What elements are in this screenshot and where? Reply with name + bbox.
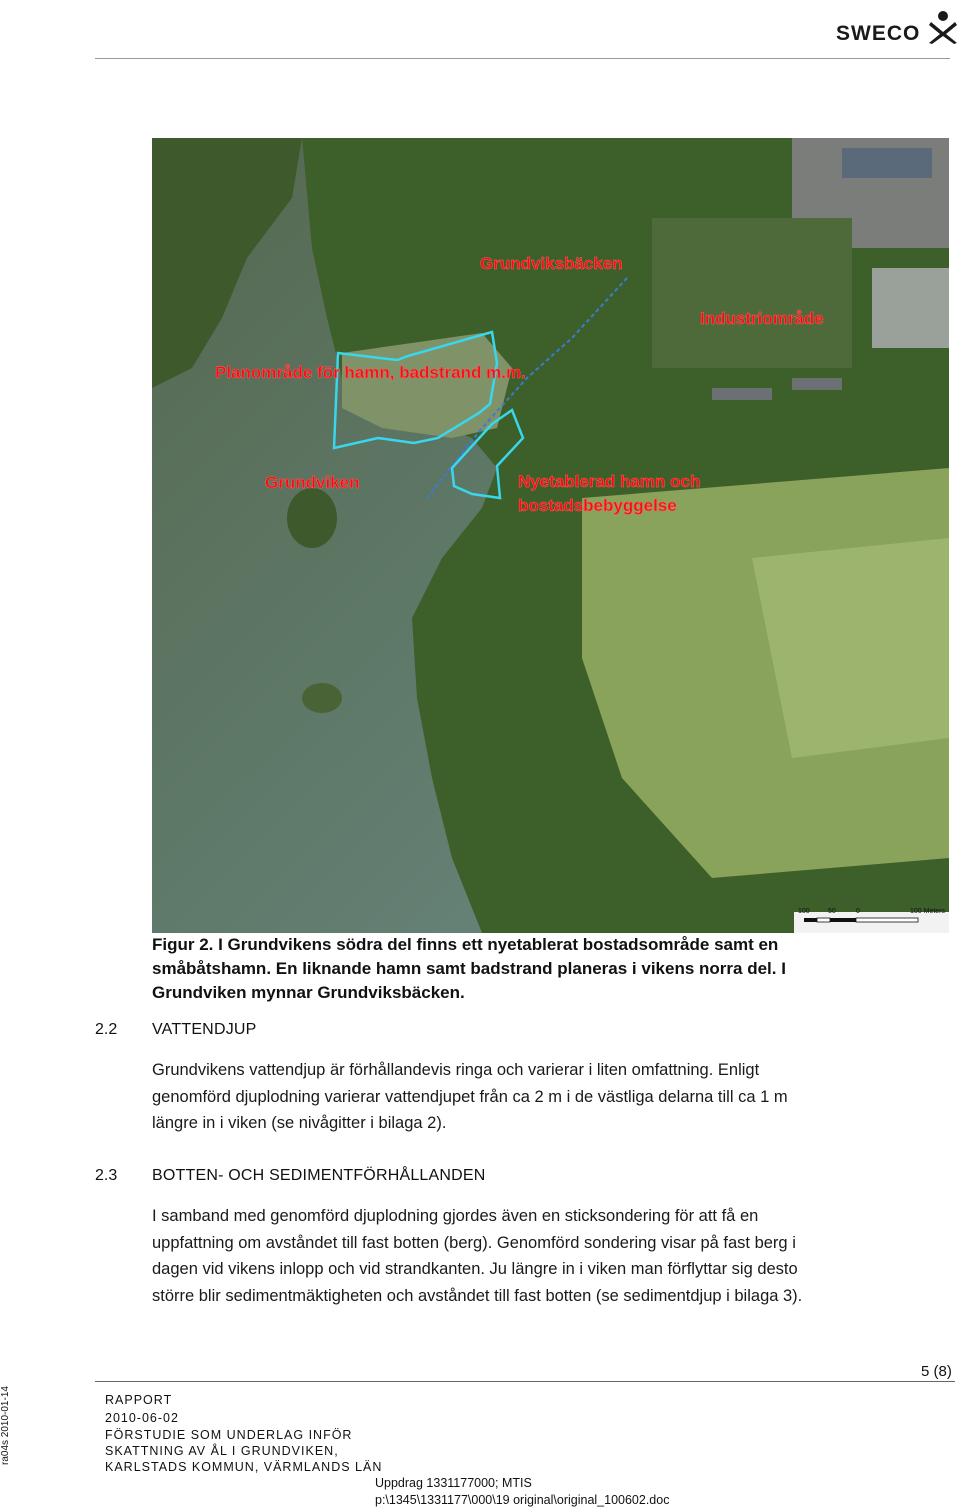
section-title-botten: BOTTEN- OCH SEDIMENTFÖRHÅLLANDEN bbox=[152, 1167, 486, 1184]
map-label-stream: Grundviksbäcken bbox=[480, 254, 623, 273]
section-number: 2.3 bbox=[95, 1167, 118, 1184]
figure-caption-line-3: Grundviken mynnar Grundviksbäcken. bbox=[152, 983, 465, 1002]
template-code: ra04s 2010-01-14 bbox=[0, 1386, 11, 1465]
header-divider bbox=[95, 58, 950, 59]
paragraph-line: uppfattning om avståndet till fast botten (berg). Genomförd sondering visar på fast berg i bbox=[152, 1233, 796, 1252]
assignment-number: Uppdrag 1331177000; MTIS bbox=[375, 1476, 532, 1490]
island bbox=[287, 488, 337, 548]
svg-text:50: 50 bbox=[828, 908, 836, 915]
map-label-harbour-2: bostadsbebyggelse bbox=[518, 496, 677, 515]
paragraph-vattendjup bbox=[152, 1057, 952, 1137]
paragraph-line: Grundvikens vattendjup är förhållandevis ringa och varierar i liten omfattning. Enligt bbox=[152, 1061, 760, 1079]
section-title-vattendjup: VATTENDJUP bbox=[152, 1021, 257, 1038]
svg-text:100: 100 bbox=[798, 908, 810, 915]
paragraph-line: genomförd djuplodning varierar vattendjupet från ca 2 m i de västliga delarna till ca 1 m bbox=[152, 1087, 788, 1106]
doc-date: 2010-06-02 bbox=[105, 1411, 179, 1425]
doc-title-line-1: FÖRSTUDIE SOM UNDERLAG INFÖR bbox=[105, 1428, 353, 1442]
company-logo bbox=[836, 8, 960, 48]
figure-caption-line-2: småbåtshamn. En liknande hamn samt badstrand planeras i vikens norra del. I bbox=[152, 959, 786, 978]
logo-text: SWECO bbox=[836, 22, 921, 45]
section-number: 2.2 bbox=[95, 1021, 118, 1038]
map-label-industry: Industriområde bbox=[700, 309, 824, 328]
svg-text:100 Meters: 100 Meters bbox=[910, 908, 946, 915]
footer-divider bbox=[95, 1381, 955, 1382]
paragraph-line: större blir sedimentmäktigheten och avståndet till fast botten (se sedimentdjup i bilaga 3). bbox=[152, 1286, 803, 1305]
sweco-x-mark-icon bbox=[928, 10, 958, 44]
page-number: 5 (8) bbox=[921, 1363, 952, 1380]
file-path: p:\1345\1331177\000\19 original\original_100602.doc bbox=[375, 1493, 670, 1507]
map-label-bay: Grundviken bbox=[265, 473, 360, 492]
doc-title-line-3: KARLSTADS KOMMUN, VÄRMLANDS LÄN bbox=[105, 1460, 383, 1474]
map-label-plan-area: Planområde för hamn, badstrand m.m. bbox=[215, 363, 526, 382]
paragraph-line: I samband med genomförd djuplodning gjordes även en sticksondering för att få en bbox=[152, 1207, 759, 1225]
paragraph-botten bbox=[152, 1203, 952, 1309]
paragraph-line: längre in i viken (se nivågitter i bilaga 2). bbox=[152, 1114, 447, 1132]
svg-text:0: 0 bbox=[856, 908, 860, 915]
aerial-photo-map bbox=[152, 138, 949, 933]
doc-type: RAPPORT bbox=[105, 1393, 173, 1407]
figure-caption-line-1: Figur 2. I Grundvikens södra del finns ett nyetablerat bostadsområde samt en bbox=[152, 935, 779, 954]
paragraph-line: dagen vid vikens inlopp och vid strandkanten. Ju längre in i viken man förflyttar sig desto bbox=[152, 1260, 798, 1278]
doc-title-line-2: SKATTNING AV ÅL I GRUNDVIKEN, bbox=[105, 1444, 339, 1458]
map-label-harbour-1: Nyetablerad hamn och bbox=[518, 472, 701, 491]
